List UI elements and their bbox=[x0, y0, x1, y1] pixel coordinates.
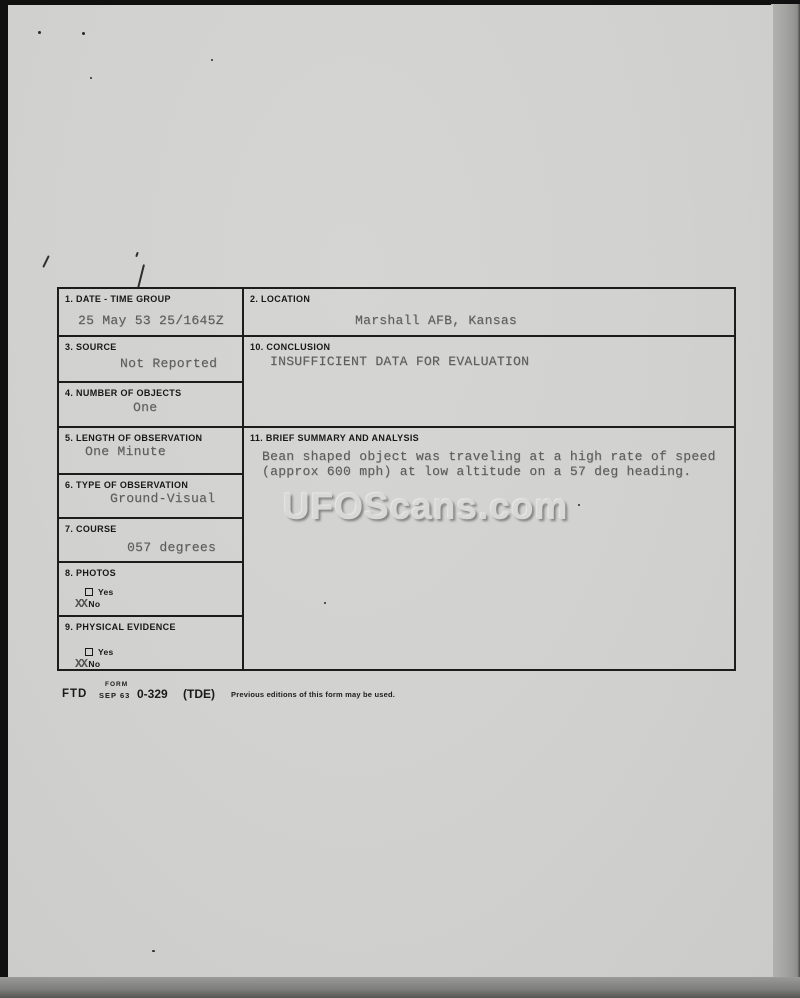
scanner-edge-bottom bbox=[0, 977, 800, 998]
field-location bbox=[244, 289, 734, 337]
form-id-footer bbox=[57, 680, 557, 706]
field-number-of-objects bbox=[59, 383, 242, 428]
form-note: Previous editions of this form may be used. bbox=[231, 690, 396, 699]
field-label: 9. PHYSICAL EVIDENCE bbox=[65, 622, 176, 632]
field-value: Bean shaped object was traveling at a high rate of speed (approx 600 mph) at low altitude on a 57 deg heading. bbox=[262, 449, 716, 479]
form-left-column bbox=[59, 289, 244, 669]
checkbox-label: No bbox=[88, 659, 101, 669]
checkbox-label: Yes bbox=[98, 647, 114, 657]
field-conclusion bbox=[244, 337, 734, 428]
field-label: 3. SOURCE bbox=[65, 342, 117, 352]
field-type-of-observation bbox=[59, 475, 242, 519]
physical-evidence-no-option bbox=[75, 658, 242, 669]
scan-speck bbox=[38, 31, 41, 34]
scanner-edge-right bbox=[771, 4, 800, 998]
form-agency: FTD bbox=[62, 688, 88, 700]
field-value: Not Reported bbox=[120, 356, 218, 371]
checkbox-label: Yes bbox=[98, 587, 114, 597]
physical-evidence-yes-option bbox=[85, 646, 242, 658]
field-course bbox=[59, 519, 242, 563]
typed-x-mark: XX bbox=[75, 597, 87, 611]
form-suffix: (TDE) bbox=[183, 687, 215, 701]
field-value: 057 degrees bbox=[127, 540, 217, 555]
field-value: Ground-Visual bbox=[110, 491, 216, 506]
checkbox-label: No bbox=[88, 599, 101, 609]
field-value: One Minute bbox=[85, 444, 167, 459]
watermark: UFOScans.com bbox=[283, 486, 569, 527]
form-number: 0-329 bbox=[137, 687, 168, 701]
field-value: INSUFFICIENT DATA FOR EVALUATION bbox=[270, 354, 530, 369]
field-label: 2. LOCATION bbox=[250, 294, 311, 304]
scan-speck bbox=[211, 59, 213, 61]
field-value: Marshall AFB, Kansas bbox=[355, 313, 518, 328]
checkbox-icon bbox=[85, 588, 93, 596]
field-label: 7. COURSE bbox=[65, 524, 117, 534]
field-photos bbox=[59, 563, 242, 617]
photos-yes-option bbox=[85, 586, 242, 598]
field-source bbox=[59, 337, 242, 383]
photos-no-option bbox=[75, 598, 242, 610]
form-edition-date: SEP 63 bbox=[99, 691, 131, 700]
scan-speck bbox=[152, 950, 155, 952]
field-value: 25 May 53 25/1645Z bbox=[78, 313, 224, 328]
field-value: One bbox=[133, 400, 158, 415]
scan-speck bbox=[82, 32, 85, 35]
field-label: 1. DATE - TIME GROUP bbox=[65, 294, 171, 304]
field-brief-summary bbox=[244, 428, 734, 669]
field-label: 10. CONCLUSION bbox=[250, 342, 331, 352]
scan-speck bbox=[90, 77, 92, 79]
field-label: 5. LENGTH OF OBSERVATION bbox=[65, 433, 203, 443]
field-length-of-observation bbox=[59, 428, 242, 475]
field-label: 8. PHOTOS bbox=[65, 568, 116, 578]
checkbox-icon bbox=[85, 648, 93, 656]
typed-x-mark: XX bbox=[75, 657, 87, 669]
field-label: 11. BRIEF SUMMARY AND ANALYSIS bbox=[250, 433, 420, 443]
field-physical-evidence bbox=[59, 617, 242, 669]
field-label: 6. TYPE OF OBSERVATION bbox=[65, 480, 189, 490]
form-right-column bbox=[244, 289, 734, 669]
form-word: FORM bbox=[105, 681, 129, 688]
field-label: 4. NUMBER OF OBJECTS bbox=[65, 388, 182, 398]
field-date-time-group bbox=[59, 289, 242, 337]
report-form-table bbox=[57, 287, 736, 671]
